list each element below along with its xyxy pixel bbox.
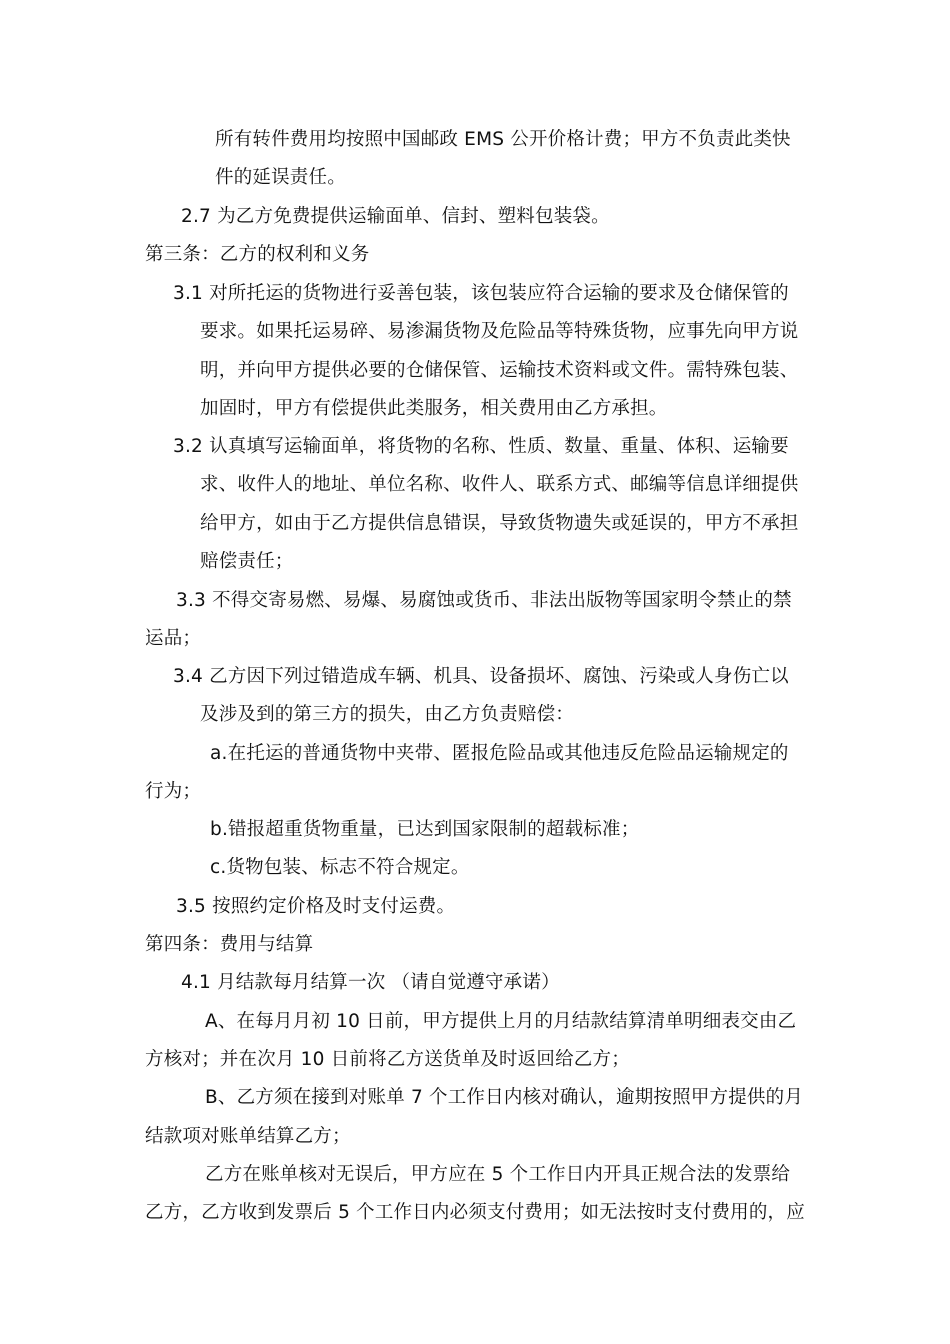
clause-3-2: 3.2 认真填写运输面单，将货物的名称、性质、数量、重量、体积、运输要 bbox=[173, 436, 789, 457]
clause-2-7: 2.7 为乙方免费提供运输面单、信封、塑料包装袋。 bbox=[181, 206, 610, 227]
section-heading-article-3: 第三条：乙方的权利和义务 bbox=[145, 244, 370, 265]
paragraph-line: 运品； bbox=[145, 628, 202, 649]
paragraph-line: 乙方在账单核对无误后，甲方应在 5 个工作日内开具正规合法的发票给 bbox=[205, 1164, 791, 1185]
paragraph-line: 件的延误责任。 bbox=[215, 167, 346, 188]
clause-3-4: 3.4 乙方因下列过错造成车辆、机具、设备损坏、腐蚀、污染或人身伤亡以 bbox=[173, 666, 789, 687]
paragraph-line: 结款项对账单结算乙方； bbox=[145, 1126, 351, 1147]
clause-3-4-item-b: b.错报超重货物重量，已达到国家限制的超载标准； bbox=[210, 819, 640, 840]
paragraph-line: 求、收件人的地址、单位名称、收件人、联系方式、邮编等信息详细提供 bbox=[200, 474, 799, 495]
paragraph-line: 乙方，乙方收到发票后 5 个工作日内必须支付费用；如无法按时支付费用的，应 bbox=[145, 1202, 805, 1223]
paragraph-line: 加固时，甲方有偿提供此类服务，相关费用由乙方承担。 bbox=[200, 398, 668, 419]
paragraph-line: 所有转件费用均按照中国邮政 EMS 公开价格计费；甲方不负责此类快 bbox=[215, 129, 791, 150]
clause-3-4-item-a: a.在托运的普通货物中夹带、匿报危险品或其他违反危险品运输规定的 bbox=[210, 743, 789, 764]
paragraph-line: 赔偿责任； bbox=[200, 551, 294, 572]
paragraph-line: 给甲方，如由于乙方提供信息错误，导致货物遗失或延误的，甲方不承担 bbox=[200, 513, 799, 534]
clause-4-1-item-a: A、在每月月初 10 日前，甲方提供上月的月结款结算清单明细表交由乙 bbox=[205, 1011, 797, 1032]
paragraph-line: 及涉及到的第三方的损失，由乙方负责赔偿： bbox=[200, 704, 575, 725]
paragraph-line: 明，并向甲方提供必要的仓储保管、运输技术资料或文件。需特殊包装、 bbox=[200, 360, 799, 381]
section-heading-article-4: 第四条：费用与结算 bbox=[145, 934, 314, 955]
paragraph-line: 行为； bbox=[145, 781, 202, 802]
clause-4-1: 4.1 月结款每月结算一次 （请自觉遵守承诺） bbox=[181, 972, 560, 993]
clause-3-3: 3.3 不得交寄易燃、易爆、易腐蚀或货币、非法出版物等国家明令禁止的禁 bbox=[176, 590, 792, 611]
paragraph-line: 方核对；并在次月 10 日前将乙方送货单及时返回给乙方； bbox=[145, 1049, 630, 1070]
clause-4-1-item-b: B、乙方须在接到对账单 7 个工作日内核对确认，逾期按照甲方提供的月 bbox=[205, 1087, 804, 1108]
clause-3-5: 3.5 按照约定价格及时支付运费。 bbox=[176, 896, 456, 917]
paragraph-line: 要求。如果托运易碎、易渗漏货物及危险品等特殊货物，应事先向甲方说 bbox=[200, 321, 799, 342]
clause-3-4-item-c: c.货物包装、标志不符合规定。 bbox=[210, 857, 470, 878]
clause-3-1: 3.1 对所托运的货物进行妥善包装，该包装应符合运输的要求及仓储保管的 bbox=[173, 283, 789, 304]
